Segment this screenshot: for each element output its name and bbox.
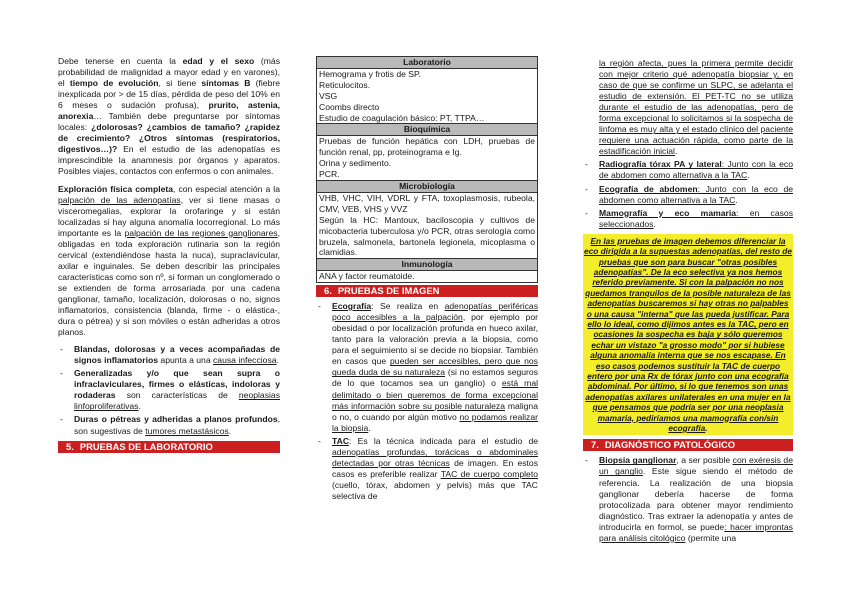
imaging-list [316,301,538,502]
other-imaging-list [583,159,793,229]
left-column [58,56,280,453]
pathology-list [583,455,793,543]
section-heading-pathology: 7. DIAGNÓSTICO PATOLÓGICO [583,439,793,451]
characteristics-list [58,344,280,436]
section-heading-imaging: 6. PRUEBAS DE IMAGEN [316,285,538,297]
list-item: - TAC: Es la técnica indicada para el estudio de adenopatías profundas, torácicas o abdominales detectadas por otras técnicas de imagen. En estos casos es preferible realizar TAC de cuerpo completo (cuello, tórax, abdomen y pelvis) más que TAC selectiva de [316,436,538,502]
list-item: - Ecografía de abdomen: Junto con la eco de abdomen como alternativa a la TAC. [583,184,793,206]
list-item: - Radiografía tórax PA y lateral: Junto con la eco de abdomen como alternativa a la TAC. [583,159,793,181]
table-header: Microbiología [317,180,538,192]
laboratory-table [316,56,538,283]
list-item: - Ecografía: Se realiza en adenopatías periféricas poco accesibles a la palpación, por ejemplo por obesidad o por localización profunda en hueco axilar, tanto para la valoración previa a la biopsia, como para el seguimiento si se decide no biopsiar. También en casos que pueden ser accesibles, pero que nos queda duda de su naturaleza (si no estamos seguros de lo que tocamos sea un ganglio) o está mal delimitado o bien queremos de forma excepcional más información sobre su posible naturaleza maligna o no, o cuando por algún motivo no podamos realizar la biopsia. [316,301,538,434]
tac-continuation: la región afecta, pues la primera permite decidir con mejor criterio qué adenopatía biopsiar y, en caso de que se confirme un SLPC, se adelanta el estudio de extensión. El PET-TC no se utiliza durante el estudio de las adenopatías, pero de forma excepcional lo solicitamos si la sospecha de linfoma es muy alta y el estado clínico del paciente requiere una actuación rápida, como parte de la estadificación inicial. [599,58,793,157]
anamnesis-paragraph: Debe tenerse en cuenta la edad y el sexo (más probabilidad de malignidad a mayor edad y en varones), el tiempo de evolución, si tiene síntomas B (fiebre inexplicada por > de 15 días, pérdida de peso del 10% en 6 meses o sudación profusa), prurito, astenia, anorexia… También debe preguntarse por síntomas locales: ¿dolorosas? ¿cambios de tamaño? ¿rapidez de crecimiento? ¿Otros síntomas (respiratorios, digestivos…)? En el estudio de las adenopatías es imprescindible la anamnesis por órganos y aparatos. Posibles viajes, contactos con enfermos o con animales. [58,56,281,177]
table-cell: Hemograma y frotis de SP. Reticulocitos. VSG Coombs directo Estudio de coagulación básico: PT, TTPA… [317,68,538,124]
right-column [583,58,793,546]
list-item: - Generalizadas y/o que sean supra o infraclaviculares, firmes o elásticas, indoloras y rodaderas son características de neoplasias linfoproliferativas. [58,368,280,412]
table-header: Bioquímica [317,124,538,136]
table-cell: VHB, VHC, VIH, VDRL y FTA, toxoplasmosis, rubeola, CMV, VEB, VHS y VVZ Según la HC: Mantoux, baciloscopia y cultivos de micobacteria tuberculosa y/o PCR, otras serología como bruzela, salmonela, bartonela legionela, micoplasma o clamidias. [317,192,538,258]
table-header: Inmunología [317,259,538,271]
list-item: - Biopsia ganglionar, a ser posible con exéresis de un ganglio. Este sigue siendo el método de referencia. La realización de una biopsia ganglionar debería hacerse de forma protocolizada para obtener mayor rendimiento diagnóstico. Tras extraer la adenopatía y antes de introducirla en formol, se puede: hacer improntas para análisis citológico (permite una [583,455,793,543]
list-item: - Duras o pétreas y adheridas a planos profundos, son sugestivas de tumores metastásicos. [58,414,280,436]
section-heading-laboratory: 5. PRUEBAS DE LABORATORIO [58,441,280,453]
exploration-paragraph: Exploración física completa, con especial atención a la palpación de las adenopatías, ver si tiene masas o visceromegalias, explorar la orofaringe y si están localizadas si hay alguna anomalía locorregional. Lo más importante es la palpación de las regiones ganglionares, obligadas en toda exploración rutinaria son la región cervical (extendiéndose hasta la nuca), supraclavicular, axilar e inguinales. Se deben describir las principales características como son nº, si forman un conglomerado o se extienden de forma arrosariada por una cadena ganglionar, tamaño, localización, dolorosas o no, signos inflamatorios, consistencia (blanda, firme - o elástica-, dura o pétrea) y si son móviles o están adheridas a otros planos. [58,183,280,338]
list-item: - Blandas, dolorosas y a veces acompañadas de signos inflamatorios apunta a una causa infecciosa. [58,344,280,366]
table-header: Laboratorio [317,57,538,69]
table-cell: Pruebas de función hepática con LDH, pruebas de función renal, pp, proteinograma e Ig. Orina y sedimento. PCR. [317,136,538,181]
middle-column [316,56,538,504]
table-cell: ANA y factor reumatoide. [317,271,538,283]
highlighted-note: En las pruebas de imagen debemos diferenciar la eco dirigida a la supuestas adenopatías, del resto de pruebas que son para buscar "otras posibles adenopatías". De la eco selectiva ya nos hemos referido previamente. Si con la palpación no nos quedamos tranquilos de la posible naturaleza de las adenopatías buscaremos si hay otras no palpables o una causa "interna" que las pueda justificar. Para ello lo ideal, como dijimos antes es la TAC, pero en ocasiones la sospecha es baja y sólo queremos echar un vistazo "a grosso modo" por si hubiese alguna anomalía interna que se nos escapase. En eso casos podemos sustituir la TAC de cuerpo entero por una Rx de tórax junto con una ecografía abdominal. Por último, si lo que tenemos son unas adenopatías axilares unilaterales en una mujer en la que pensamos que podría ser por una neoplasia mamaria, pediríamos una mamografía con/sin ecografía. [583,234,793,436]
list-item: - Mamografía y eco mamaria: en casos seleccionados. [583,208,793,230]
